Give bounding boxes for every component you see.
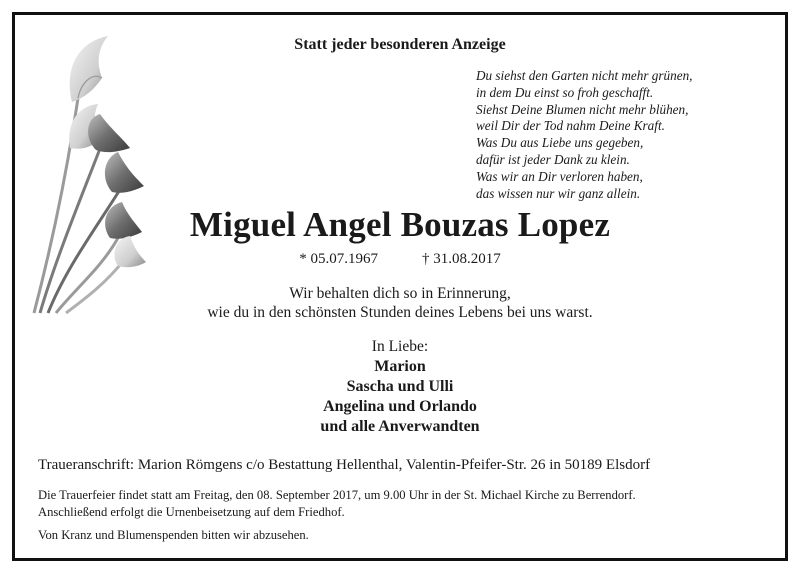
ceremony-line: Die Trauerfeier findet statt am Freitag, den 08. September 2017, um 9.00 Uhr in der St. Michael Kirche zu Berrendorf. bbox=[38, 488, 636, 502]
poem-line: in dem Du einst so froh geschafft. bbox=[476, 84, 654, 100]
mourning-address: Traueranschrift: Marion Römgens c/o Bestattung Hellenthal, Valentin-Pfeifer-Str. 26 in 50189 Elsdorf bbox=[38, 457, 651, 473]
deceased-name: Miguel Angel Bouzas Lopez bbox=[189, 205, 611, 244]
poem-line: weil Dir der Tod nahm Deine Kraft. bbox=[476, 118, 665, 134]
birth-date: * 05.07.1967 bbox=[299, 251, 378, 267]
mourner-name: Marion bbox=[374, 358, 426, 375]
remembrance-line: Wir behalten dich so in Erinnerung, bbox=[289, 285, 511, 302]
in-love-label: In Liebe: bbox=[371, 338, 429, 355]
mourner-name: Angelina und Orlando bbox=[323, 398, 477, 415]
poem-line: Was Du aus Liebe uns gegeben, bbox=[476, 135, 644, 151]
announcement-header: Statt jeder besonderen Anzeige bbox=[294, 36, 506, 53]
poem-line: Du siehst den Garten nicht mehr grünen, bbox=[476, 68, 693, 83]
ceremony-info bbox=[38, 487, 778, 544]
poem-line: Was wir an Dir verloren haben, bbox=[476, 168, 643, 184]
death-date: † 31.08.2017 bbox=[422, 251, 501, 267]
poem-line: dafür ist jeder Dank zu klein. bbox=[476, 151, 630, 167]
calla-lily-image bbox=[26, 28, 156, 318]
mourner-name: Sascha und Ulli bbox=[346, 378, 454, 395]
life-dates bbox=[200, 251, 600, 268]
mourner-name: und alle Anverwandten bbox=[320, 418, 480, 435]
poem bbox=[476, 68, 776, 202]
remembrance-line: wie du in den schönsten Stunden deines Lebens bei uns warst. bbox=[207, 304, 593, 321]
ceremony-line: Anschließend erfolgt die Urnenbeisetzung auf dem Friedhof. bbox=[38, 504, 345, 519]
mourners-block bbox=[250, 337, 550, 437]
flowers-note: Von Kranz und Blumenspenden bitten wir abzusehen. bbox=[38, 528, 309, 542]
poem-line: Siehst Deine Blumen nicht mehr blühen, bbox=[476, 101, 689, 117]
poem-line: das wissen nur wir ganz allein. bbox=[476, 185, 641, 201]
remembrance-text bbox=[100, 284, 700, 322]
